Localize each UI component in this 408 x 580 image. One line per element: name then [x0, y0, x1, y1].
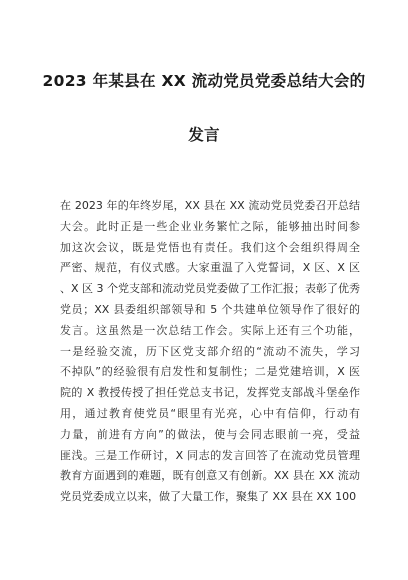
paragraph-line: 力量，前进有方向”的做法，使与会同志眼前一亮，受益 — [60, 427, 360, 441]
paragraph-line: 党员党委成立以来，做了大量工作，聚集了 XX 县在 XX 100 — [60, 490, 357, 504]
paragraph-line: 发言。这虽然是一次总结工作会。实际上还有三个功能， — [60, 323, 360, 337]
paragraph-line: 加这次会议，既是党悟也有责任。我们这个会组织得周全 — [60, 240, 360, 254]
document-body — [60, 196, 360, 508]
document-title-continued: 发言 — [188, 126, 220, 144]
paragraph-line: 、X 区 3 个党支部和流动党员党委做了工作汇报；表彰了优秀 — [60, 282, 360, 296]
paragraph-line: 大会。此时正是一些企业业务繁忙之际，能够抽出时间参 — [60, 219, 360, 233]
paragraph-line: 匪浅。三是工作研讨，X 同志的发言回答了在流动党员管理 — [60, 448, 360, 462]
paragraph-line: 用，通过教育使党员“眼里有光亮，心中有信仰，行动有 — [60, 406, 360, 420]
paragraph-line: 一是经验交流，历下区党支部介绍的“流动不流失，学习 — [60, 344, 360, 358]
paragraph-line: 党员；XX 县委组织部领导和 5 个共建单位领导作了很好的 — [60, 302, 360, 316]
document-title: 2023 年某县在 XX 流动党员党委总结大会的 — [42, 72, 366, 90]
paragraph-line: 严密、规范，有仪式感。大家重温了入党誓词，X 区、X 区 — [60, 261, 360, 275]
paragraph-line: 院的 X 教授传授了担任党总支书记，发挥党支部战斗堡垒作 — [60, 386, 360, 400]
paragraph-line: 在 2023 年的年终岁尾，XX 县在 XX 流动党员党委召开总结 — [60, 199, 360, 212]
paragraph-line: 教育方面遇到的难题，既有创意又有创新。XX 县在 XX 流动 — [60, 469, 360, 483]
paragraph-line: 不掉队”的经验很有启发性和复制性；二是党建培训，X 医 — [60, 365, 360, 379]
